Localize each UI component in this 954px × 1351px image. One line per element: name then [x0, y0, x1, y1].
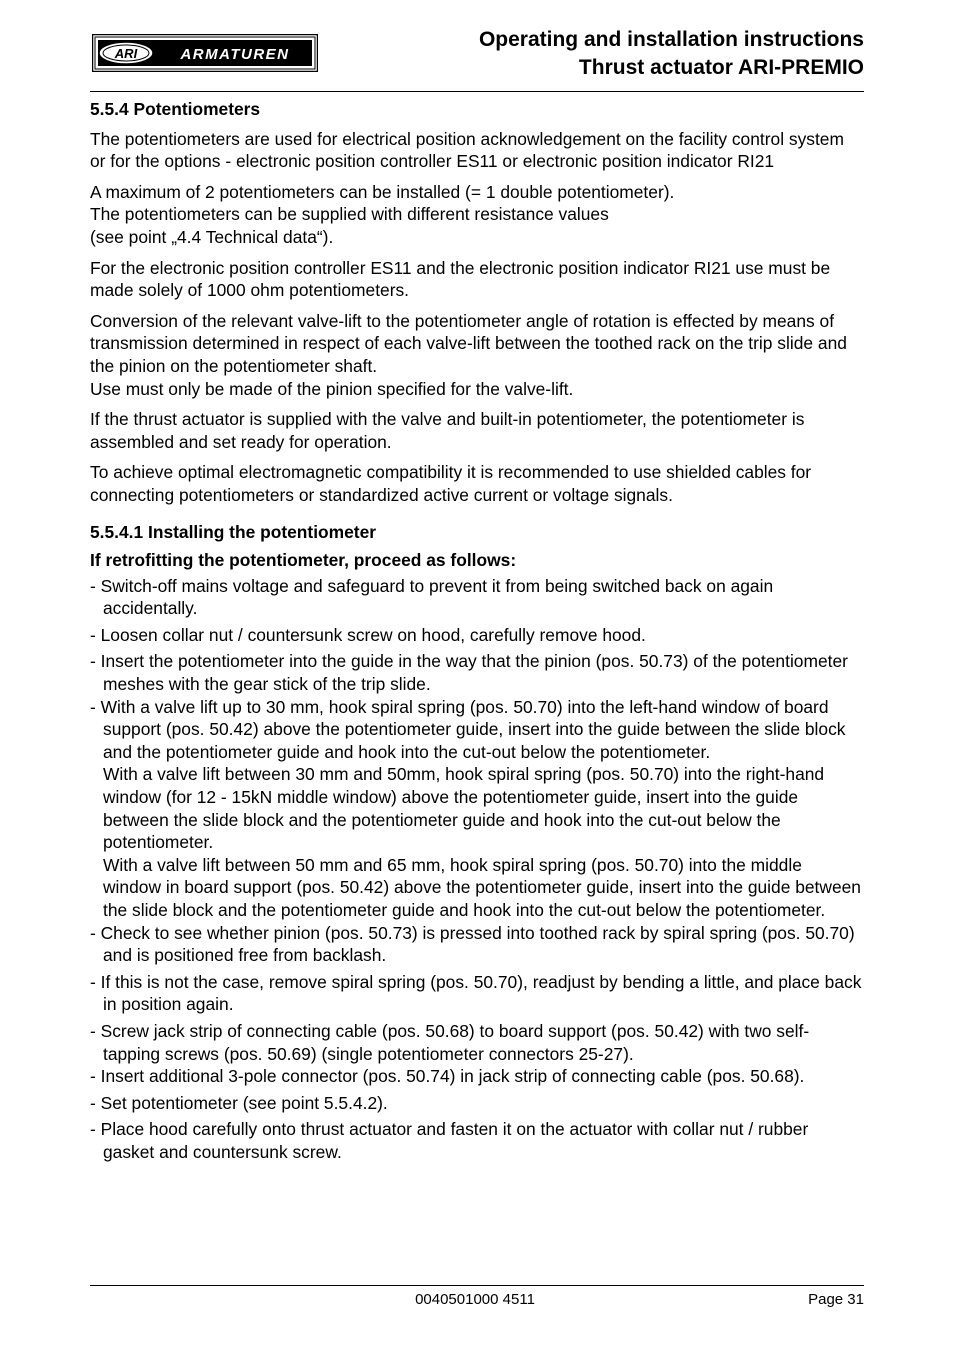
- logo-brand-text: ARMATUREN: [180, 46, 290, 63]
- procedure-lead: If retrofitting the potentiometer, proceed as follows:: [90, 550, 517, 571]
- list-item-continuation: With a valve lift between 30 mm and 50mm, hook spiral spring (pos. 50.70) into the right-hand window (for 12 - 15kN middle window) above the potentiometer guide, insert into the guide between the slide block and the potentiometer guide and hook into the cut-out below the potentiometer.: [103, 764, 825, 853]
- page-header: [90, 24, 864, 90]
- paragraph: [90, 310, 864, 400]
- list-item: - Loosen collar nut / countersunk screw on hood, carefully remove hood.: [90, 624, 646, 645]
- header-divider: [90, 91, 864, 92]
- list-item: - Place hood carefully onto thrust actuator and fasten it on the actuator with collar nut / rubber gasket and countersunk screw.: [90, 1119, 809, 1162]
- paragraph: The potentiometers are used for electrical position acknowledgement on the facility control system or for the options - electronic position controller ES11 or electronic position indicator RI21: [90, 128, 844, 172]
- list-item: - If this is not the case, remove spiral spring (pos. 50.70), readjust by bending a little, and place back in position again.: [90, 971, 862, 1015]
- list-item: - Insert additional 3-pole connector (pos. 50.74) in jack strip of connecting cable (pos. 50.68).: [90, 1066, 805, 1087]
- list-item: - Screw jack strip of connecting cable (pos. 50.68) to board support (pos. 50.42) with two self-tapping screws (pos. 50.69) (single potentiometer connectors 25-27).: [90, 1020, 810, 1064]
- subsection-heading: 5.5.4.1 Installing the potentiometer: [90, 521, 377, 542]
- page-number: Page 31: [808, 1291, 864, 1308]
- procedure-steps: [90, 575, 864, 1164]
- document-number: 0040501000 4511: [415, 1291, 535, 1308]
- list-item-text: - With a valve lift up to 30 mm, hook spiral spring (pos. 50.70) into the left-hand window of board support (pos. 50.42) above the potentiometer guide, insert into the guide between the slide block and the potentiometer guide and hook into the cut-out below the potentiometer.: [90, 696, 846, 762]
- title-line-1: Operating and installation instructions: [478, 28, 864, 51]
- page-content: [90, 98, 864, 1168]
- list-item: - Set potentiometer (see point 5.5.4.2).: [90, 1092, 388, 1113]
- paragraph: If the thrust actuator is supplied with the valve and built-in potentiometer, the potentiometer is assembled and set ready for operation.: [90, 409, 805, 452]
- footer-divider: [90, 1285, 864, 1286]
- title-line-2: Thrust actuator ARI-PREMIO: [578, 56, 864, 79]
- list-item: - Insert the potentiometer into the guide in the way that the pinion (pos. 50.73) of the potentiometer meshes with the gear stick of the trip slide.: [90, 651, 848, 695]
- paragraph-line: (see point „4.4 Technical data“).: [90, 226, 334, 247]
- paragraph: For the electronic position controller ES11 and the electronic position indicator RI21 use must be made solely of 1000 ohm potentiometers.: [90, 257, 831, 301]
- paragraph-line: Use must only be made of the pinion specified for the valve-lift.: [90, 378, 574, 399]
- paragraph: [90, 181, 864, 249]
- ari-armaturen-logo: [92, 34, 318, 72]
- list-item-continuation: With a valve lift between 50 mm and 65 mm, hook spiral spring (pos. 50.70) into the middle window in board support (pos. 50.42) above the potentiometer guide, insert into the guide between the slide block and the potentiometer guide and hook into the cut-out below the potentiometer.: [103, 854, 861, 920]
- paragraph-line: The potentiometers can be supplied with different resistance values: [90, 204, 609, 225]
- logo-ari-text: ARI: [114, 46, 138, 61]
- document-title: [479, 26, 864, 82]
- paragraph-line: Conversion of the relevant valve-lift to the potentiometer angle of rotation is effected by means of transmission determined in respect of each valve-lift between the toothed rack on the trip slide and the pinion on the potentiometer shaft.: [90, 310, 847, 376]
- section-heading: 5.5.4 Potentiometers: [90, 99, 261, 119]
- list-item: [90, 696, 864, 922]
- list-item: - Switch-off mains voltage and safeguard to prevent it from being switched back on again accidentally.: [90, 575, 774, 619]
- paragraph-line: A maximum of 2 potentiometers can be installed (= 1 double potentiometer).: [90, 181, 675, 202]
- paragraph: To achieve optimal electromagnetic compatibility it is recommended to use shielded cables for connecting potentiometers or standardized active current or voltage signals.: [90, 462, 812, 505]
- list-item: - Check to see whether pinion (pos. 50.73) is pressed into toothed rack by spiral spring (pos. 50.70) and is positioned free from backlash.: [90, 922, 855, 966]
